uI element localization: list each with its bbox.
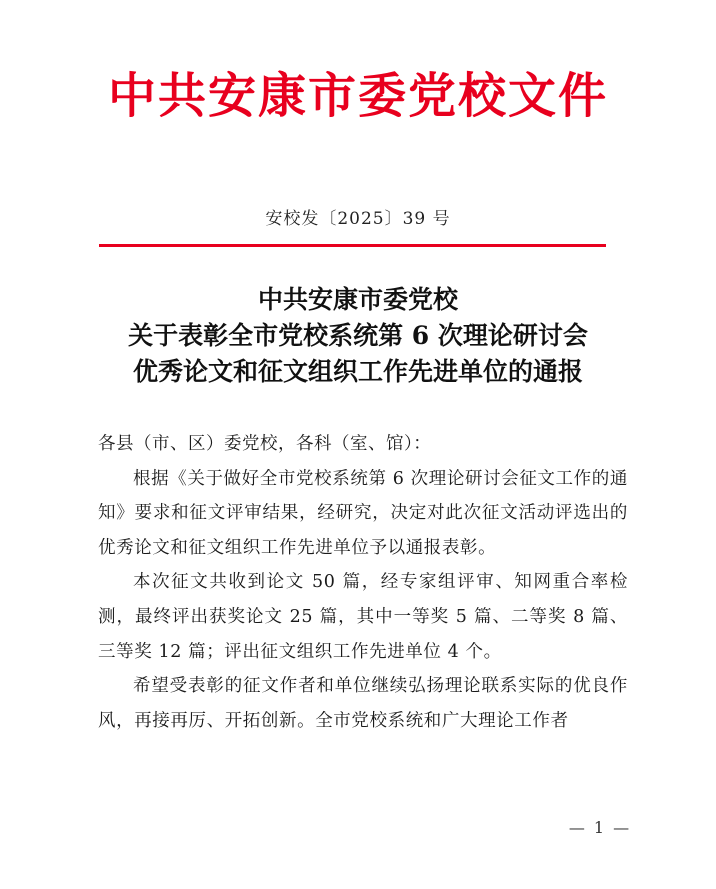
paragraph-basis: 根据《关于做好全市党校系统第 6 次理论研讨会征文工作的通知》要求和征文评审结果，经研究，决定对此次征文活动评选出的优秀论文和征文组织工作先进单位予以通报表彰。 xyxy=(98,468,628,558)
paragraph-expectation: 希望受表彰的征文作者和单位继续弘扬理论联系实际的优良作风，再接再厉、开拓创新。全市党校系统和广大理论工作者 xyxy=(98,676,628,731)
title-line-1: 中共安康市委党校 xyxy=(257,285,458,314)
notice-title xyxy=(0,282,716,390)
title-line-3: 优秀论文和征文组织工作先进单位的通报 xyxy=(132,357,583,386)
document-number: 安校发〔2025〕39 号 xyxy=(265,209,451,229)
page-number: — 1 — xyxy=(568,818,632,837)
title-line-2: 关于表彰全市党校系统第 6 次理论研讨会 xyxy=(128,321,588,350)
document-body xyxy=(98,427,628,738)
red-separator-line xyxy=(99,244,606,247)
paragraph-results: 本次征文共收到论文 50 篇，经专家组评审、知网重合率检测，最终评出获奖论文 25 篇，其中一等奖 5 篇、二等奖 8 篇、三等奖 12 篇；评出征文组织工作先进单位 4 个。 xyxy=(98,572,628,662)
document-masthead: 中共安康市委党校文件 xyxy=(107,68,608,124)
salutation: 各县（市、区）委党校，各科（室、馆）： xyxy=(98,434,432,454)
